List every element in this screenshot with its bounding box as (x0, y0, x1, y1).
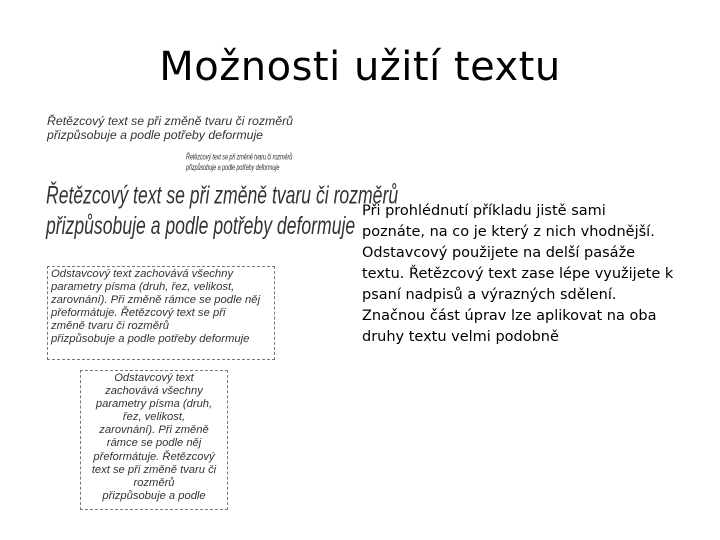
paragraph-line: parametry písma (druh, řez, velikost, (51, 281, 235, 293)
paragraph-line: přizpůsobuje a podle potřeby deformuje (51, 333, 250, 345)
paragraph-line: přeformátuje. Řetězcový (93, 450, 215, 463)
paragraph-line: rozměrů (133, 476, 175, 489)
paragraph-line: Odstavcový text zachovává všechny (51, 268, 234, 280)
body-line: druhy textu velmi podobně (362, 329, 559, 345)
paragraph-text-frame-wide (47, 266, 275, 360)
body-line: poznáte, na co je který z nich vhodnější. (362, 224, 655, 240)
slide-title: Možnosti užití textu (159, 44, 561, 90)
artistic-text-tiny (186, 152, 292, 173)
paragraph-line: parametry písma (druh, (95, 398, 213, 411)
body-line: Odstavcový použijete na delší pasáže (362, 245, 636, 261)
artistic-text-line: přizpůsobuje a podle potřeby deformuje (47, 128, 264, 142)
paragraph-line: přeformátuje. Řetězcový text se při (51, 307, 226, 319)
artistic-text-large (46, 180, 398, 240)
body-line: textu. Řetězcový text zase lépe využijete k (362, 266, 674, 282)
paragraph-line: zachovává všechny (105, 385, 203, 398)
paragraph-line: zarovnání). Při změně (99, 424, 209, 437)
artistic-text-line: přizpůsobuje a podle potřeby deformuje (186, 162, 280, 172)
body-line: Značnou část úprav lze aplikovat na oba (362, 308, 657, 324)
paragraph-line: změně tvaru či rozměrů (51, 320, 170, 332)
artistic-text-line: přizpůsobuje a podle potřeby deformuje (46, 211, 356, 240)
paragraph-line: zarovnání). Při změně rámce se podle něj (51, 294, 261, 306)
paragraph-line: text se při změně tvaru či (91, 463, 217, 476)
paragraph-line: Odstavcový text (114, 372, 194, 384)
artistic-text-small (47, 114, 293, 142)
paragraph-text-frame-narrow (80, 370, 228, 510)
paragraph-line: řez, velikost, (122, 411, 186, 424)
body-paragraph (362, 201, 682, 348)
body-line: Při prohlédnutí příkladu jistě sami (362, 203, 606, 219)
artistic-text-line: Řetězcový text se při změně tvaru či rozměrů (47, 114, 294, 128)
artistic-text-line: Řetězcový text se při změně tvaru či rozměrů (186, 152, 293, 162)
paragraph-line: rámce se podle něj (106, 437, 202, 450)
artistic-text-line: Řetězcový text se při změně tvaru či rozměrů (46, 181, 399, 210)
paragraph-line: přizpůsobuje a podle (102, 489, 206, 502)
body-line: psaní nadpisů a výrazných sdělení. (362, 287, 617, 303)
